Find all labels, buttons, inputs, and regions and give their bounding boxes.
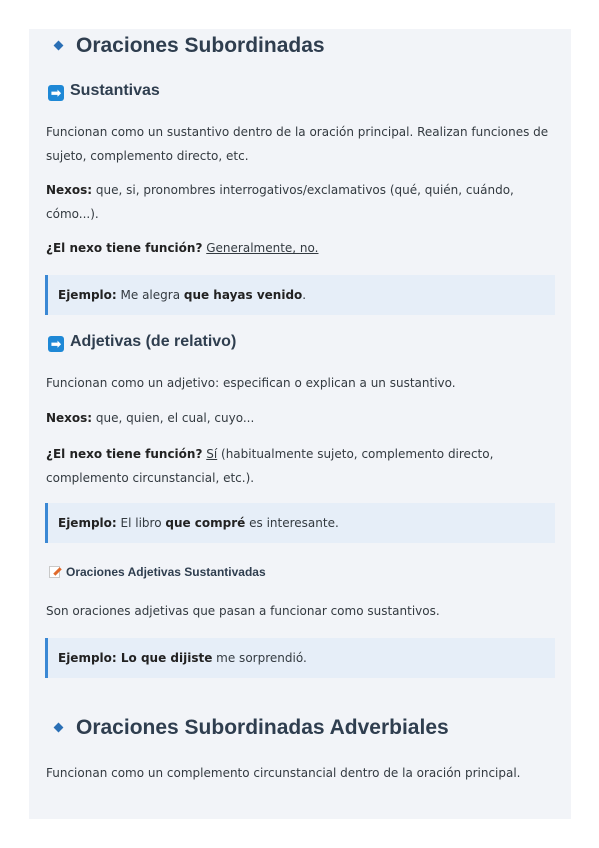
subheading-adjetivas-sustantivadas: Oraciones Adjetivas Sustantivadas — [49, 565, 266, 579]
funcion-label: ¿El nexo tiene función? — [46, 241, 203, 255]
content-card — [29, 29, 571, 819]
nexos-text: que, si, pronombres interrogativos/exclamativos (qué, quién, cuándo, cómo...). — [46, 183, 514, 221]
adjetivas-sustantivadas-example: Ejemplo: Lo que dijiste me sorprendió. — [45, 638, 555, 678]
adjetivas-description: Funcionan como un adjetivo: especifican o explican a un sustantivo. — [46, 376, 456, 390]
small-blue-diamond-icon — [54, 41, 64, 51]
funcion-answer: Generalmente, no. — [206, 241, 319, 255]
adjetivas-sustantivadas-description: Son oraciones adjetivas que pasan a funcionar como sustantivos. — [46, 604, 440, 618]
adjetivas-funcion: ¿El nexo tiene función? Sí (habitualmente sujeto, complemento directo, complemento circunstancial, etc.). — [46, 447, 494, 485]
funcion-answer: Sí — [206, 447, 218, 461]
nexos-label: Nexos: — [46, 411, 93, 425]
adjetivas-example: Ejemplo: El libro que compré es interesante. — [45, 503, 555, 543]
example-highlight: Lo que dijiste — [116, 651, 213, 665]
nexos-label: Nexos: — [46, 183, 93, 197]
adverbiales-description: Funcionan como un complemento circunstancial dentro de la oración principal. — [46, 766, 521, 780]
sustantivas-nexos — [46, 178, 551, 226]
adjetivas-nexos — [46, 406, 551, 430]
subheading-adjetivas: ➡ Adjetivas (de relativo) — [48, 333, 236, 352]
example-highlight: que hayas venido — [183, 288, 303, 302]
sustantivas-funcion — [46, 236, 551, 260]
sustantivas-example: Ejemplo: Me alegra que hayas venido. — [45, 275, 555, 315]
example-label: Ejemplo: — [58, 288, 117, 302]
section-heading-subordinadas: Oraciones Subordinadas — [55, 34, 325, 58]
sustantivas-description: Funcionan como un sustantivo dentro de la oración principal. Realizan funciones de sujeto, complemento directo, etc. — [46, 125, 549, 163]
example-label: Ejemplo: — [58, 651, 117, 665]
subheading-sustantivas: ➡ Sustantivas — [48, 82, 160, 101]
small-blue-diamond-icon — [54, 723, 64, 733]
example-label: Ejemplo: — [58, 516, 117, 530]
right-arrow-icon: ➡ — [48, 336, 64, 352]
example-highlight: que compré — [165, 516, 246, 530]
memo-icon — [49, 566, 60, 578]
right-arrow-icon: ➡ — [48, 85, 64, 101]
nexos-text: que, quien, el cual, cuyo... — [92, 411, 255, 425]
funcion-label: ¿El nexo tiene función? — [46, 447, 203, 461]
section-heading-adverbiales: Oraciones Subordinadas Adverbiales — [55, 716, 449, 740]
